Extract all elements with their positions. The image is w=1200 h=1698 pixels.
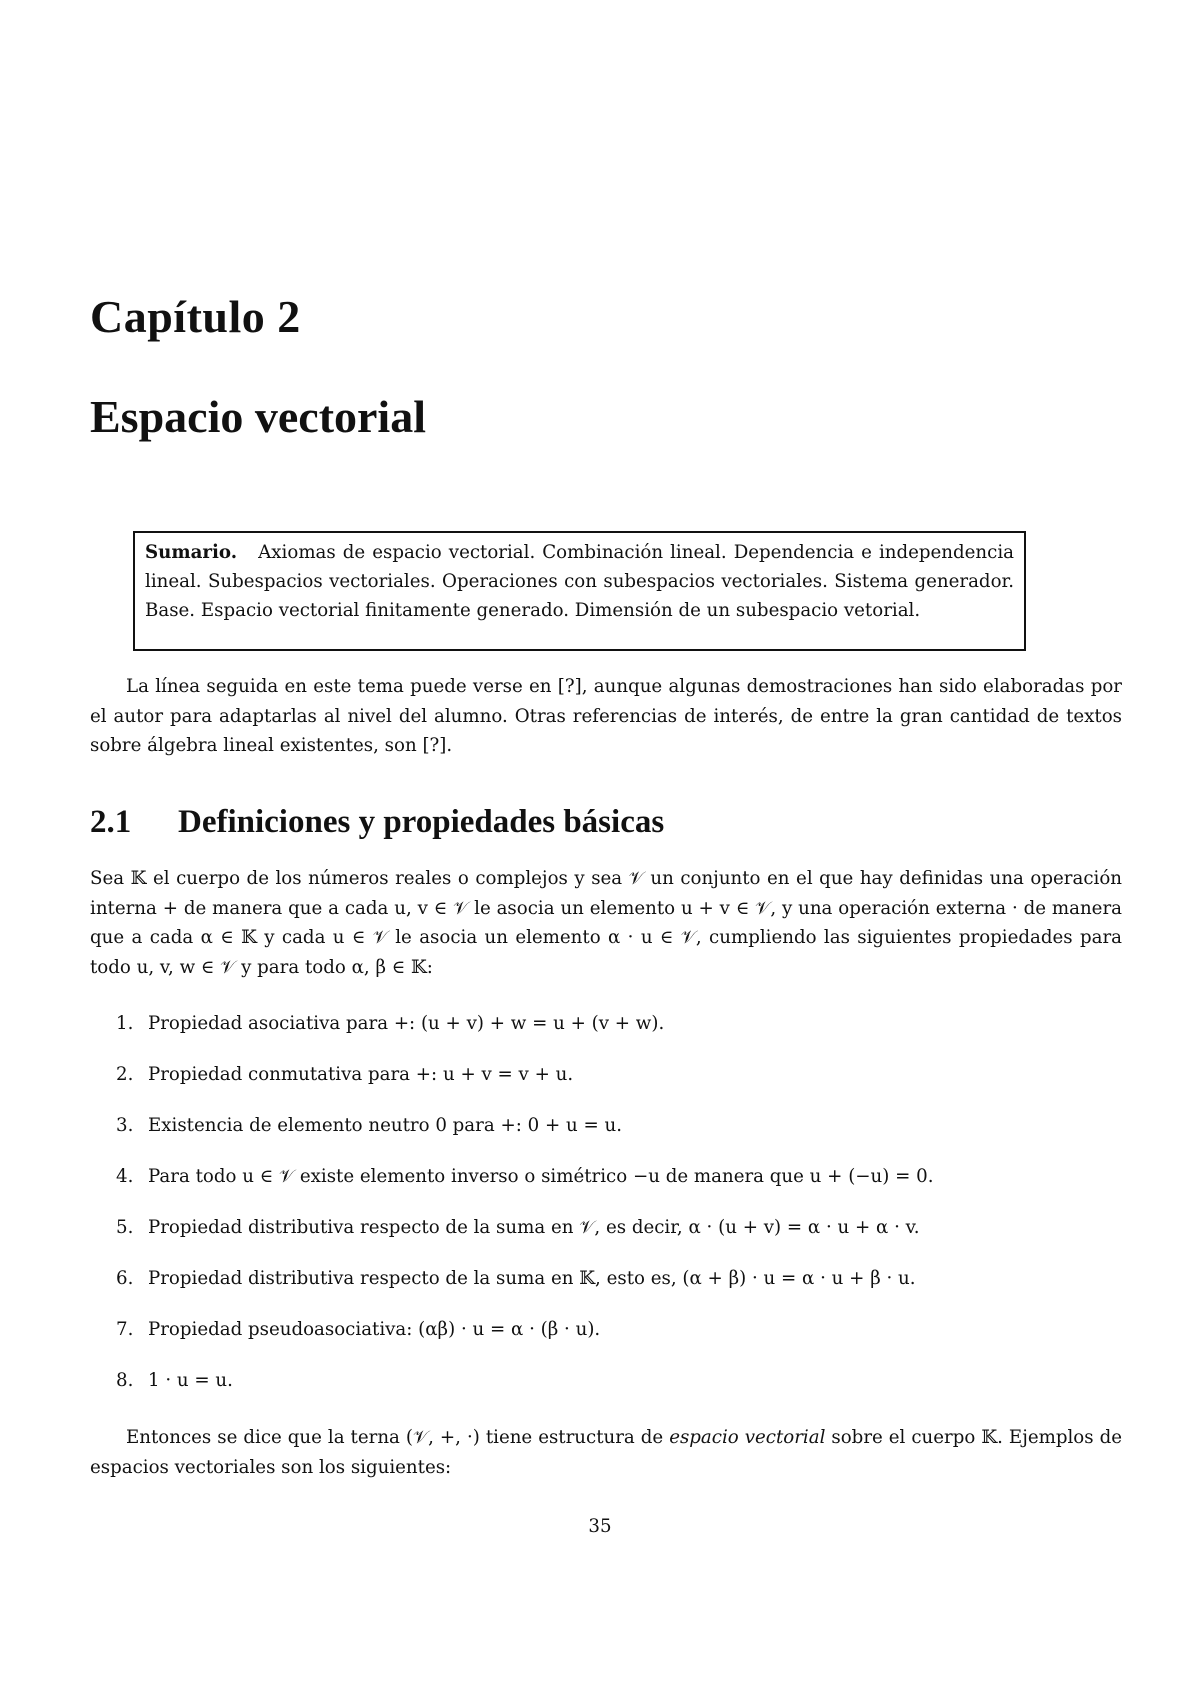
conclusion-paragraph: [90, 1423, 1122, 1482]
axiom-number: 7.: [116, 1319, 134, 1340]
axiom-number: 2.: [116, 1064, 134, 1085]
axiom-text: Para todo u ∈ 𝒱 existe elemento inverso o simétrico −u de manera que u + (−u) = 0.: [148, 1166, 934, 1187]
axiom-text: Propiedad distributiva respecto de la suma en 𝒱, es decir, α · (u + v) = α · u + α · v.: [148, 1217, 920, 1238]
axiom-number: 8.: [116, 1370, 134, 1391]
conclusion-text-before: Entonces se dice que la terna (𝒱, +, ·) tiene estructura de: [126, 1427, 670, 1448]
chapter-title: Espacio vectorial: [90, 391, 426, 442]
summary-box: [133, 531, 1026, 651]
axiom-number: 3.: [116, 1115, 134, 1136]
definition-paragraph: Sea 𝕂 el cuerpo de los números reales o complejos y sea 𝒱 un conjunto en el que hay definidas una operación interna + de manera que a cada u, v ∈ 𝒱 le asocia un elemento u + v ∈ 𝒱, y una operación externa · de manera que a cada α ∈ 𝕂 y cada u ∈ 𝒱 le asocia un elemento α · u ∈ 𝒱, cumpliendo las siguientes propiedades para todo u, v, w ∈ 𝒱 y para todo α, β ∈ 𝕂:: [90, 868, 1122, 978]
section-heading: [90, 804, 664, 841]
axiom-number: 4.: [116, 1166, 134, 1187]
section-number: 2.1: [90, 804, 132, 840]
axiom-number: 6.: [116, 1268, 134, 1289]
axiom-text: Propiedad pseudoasociativa: (αβ) · u = α · (β · u).: [148, 1319, 601, 1340]
axiom-text: Propiedad conmutativa para +: u + v = v + u.: [148, 1064, 574, 1085]
page-number: 35: [588, 1516, 612, 1537]
conclusion-text-after: sobre el cuerpo 𝕂. Ejemplos de espacios vectoriales son los siguientes:: [90, 1427, 1123, 1478]
summary-heading: Sumario.: [145, 542, 238, 563]
axiom-text: 1 · u = u.: [148, 1370, 233, 1391]
axiom-number: 5.: [116, 1217, 134, 1238]
axiom-text: Propiedad asociativa para +: (u + v) + w = u + (v + w).: [148, 1013, 665, 1034]
axiom-text: Propiedad distributiva respecto de la suma en 𝕂, esto es, (α + β) · u = α · u + β · u.: [148, 1268, 916, 1289]
axiom-number: 1.: [116, 1013, 134, 1034]
section-title: Definiciones y propiedades básicas: [178, 804, 665, 840]
intro-paragraph: La línea seguida en este tema puede verse en [?], aunque algunas demostraciones han sido elaboradas por el autor para adaptarlas al nivel del alumno. Otras referencias de interés, de entre la gran cantidad de textos sobre álgebra lineal existentes, son [?].: [90, 676, 1122, 756]
axiom-text: Existencia de elemento neutro 0 para +: 0 + u = u.: [148, 1115, 623, 1136]
chapter-label: Capítulo 2: [90, 291, 301, 342]
conclusion-emphasis: espacio vectorial: [669, 1427, 826, 1448]
summary-text: Axiomas de espacio vectorial. Combinación lineal. Dependencia e independencia lineal. Subespacios vectoriales. Operaciones con subespacios vectoriales. Sistema generador. Base. Espacio vectorial finitamente generado. Dimensión de un subespacio vetorial.: [145, 542, 1014, 621]
